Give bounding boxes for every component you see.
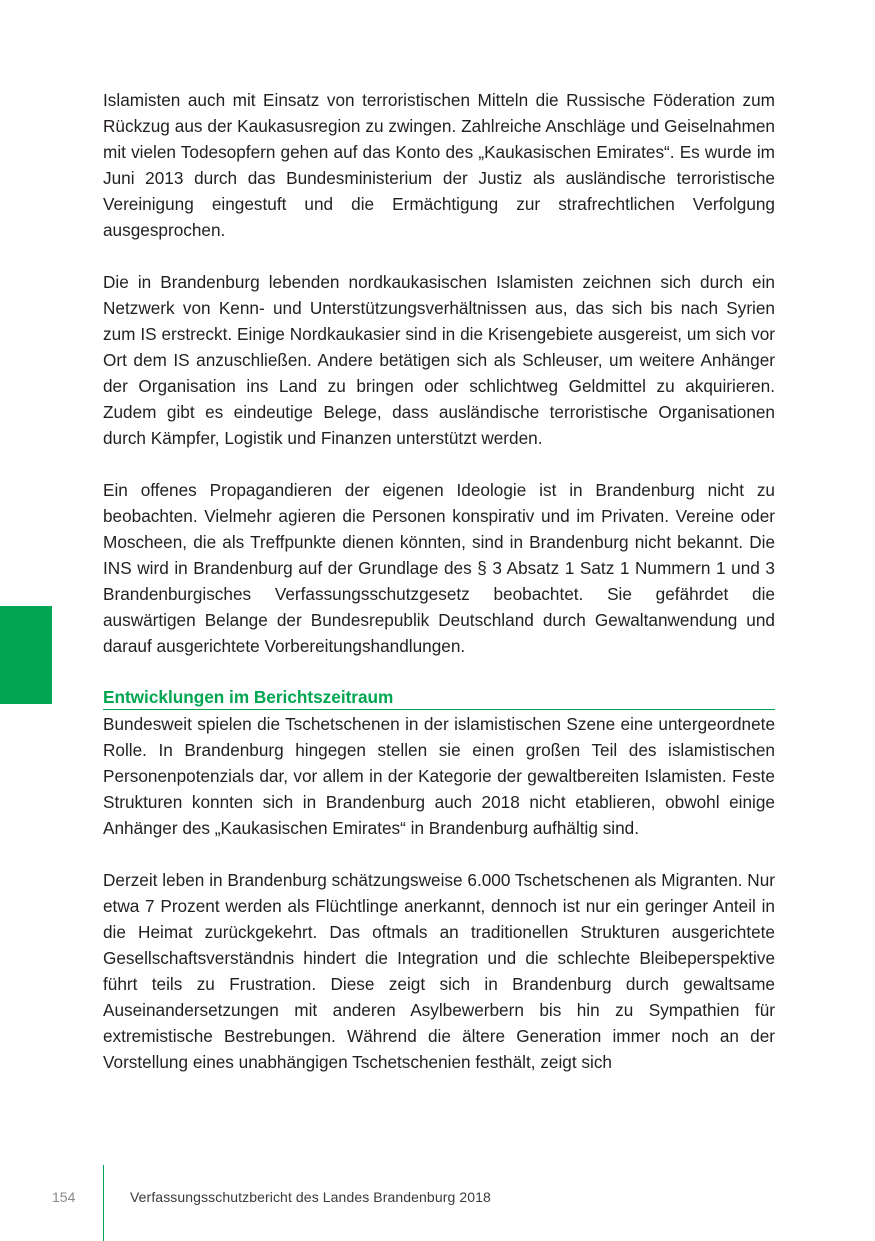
body-paragraph: Die in Brandenburg lebenden nordkaukasischen Islamisten zeichnen sich durch ein Netzwerk von Kenn- und Unterstützungsverhältnissen aus, das sich bis nach Syrien zum IS erstreckt. Einige Nordkaukasier sind in die Krisengebiete ausgereist, um sich vor Ort dem IS anzuschließen. Andere betätigen sich als Schleuser, um weitere Anhänger der Organisation ins Land zu bringen oder schlichtweg Geldmittel zu akquirieren. Zudem gibt es eindeutige Belege, dass ausländische terroristische Organisationen durch Kämpfer, Logistik und Finanzen unterstützt werden. [103,272,775,448]
body-paragraph: Bundesweit spielen die Tschetschenen in der islamistischen Szene eine untergeordnete Rolle. In Brandenburg hingegen stellen sie einen großen Teil des islamistischen Personenpotenzials dar, vor allem in der Kategorie der gewaltbereiten Islamisten. Feste Strukturen konnten sich in Brandenburg auch 2018 nicht etablieren, obwohl einige Anhänger des „Kaukasischen Emirates“ in Brandenburg aufhältig sind. [103,714,775,838]
page-number: 154 [52,1189,76,1205]
body-paragraph: Derzeit leben in Brandenburg schätzungsweise 6.000 Tschetschenen als Migranten. Nur etwa 7 Prozent werden als Flüchtlinge anerkannt, dennoch ist nur ein geringer Anteil in die Heimat zurückgekehrt. Das oftmals an traditionellen Strukturen ausgerichtete Gesellschaftsverständnis hindert die Integration und die schlechte Bleibeperspektive führt teils zu Frustration. Diese zeigt sich in Brandenburg durch gewaltsame Auseinandersetzungen mit anderen Asylbewerbern bis hin zu Sympathien für extremistische Bestrebungen. Während die ältere Generation immer noch an der Vorstellung eines unabhängigen Tschetschenien festhält, zeigt sich [103,870,775,1072]
section-heading: Entwicklungen im Berichtszeitraum [103,685,775,710]
chapter-marker-tab [0,606,52,704]
footer-divider [103,1165,104,1241]
body-paragraph: Islamisten auch mit Einsatz von terroristischen Mitteln die Russische Föderation zum Rückzug aus der Kaukasusregion zu zwingen. Zahlreiche Anschläge und Geiselnahmen mit vielen Todesopfern gehen auf das Konto des „Kaukasischen Emirates“. Es wurde im Juni 2013 durch das Bundesministerium der Justiz als ausländische terroristische Vereinigung eingestuft und die Ermächtigung zur strafrechtlichen Verfolgung ausgesprochen. [103,90,775,240]
page-body [103,87,775,1101]
body-paragraph: Ein offenes Propagandieren der eigenen Ideologie ist in Brandenburg nicht zu beobachten. Vielmehr agieren die Personen konspirativ und im Privaten. Vereine oder Moscheen, die als Treffpunkte dienen könnten, sind in Brandenburg nicht bekannt. Die INS wird in Brandenburg auf der Grundlage des § 3 Absatz 1 Satz 1 Nummern 1 und 3 Brandenburgisches Verfassungsschutzgesetz beobachtet. Sie gefährdet die auswärtigen Belange der Bundesrepublik Deutschland durch Gewaltanwendung und darauf ausgerichtete Vorbereitungshandlungen. [103,480,775,656]
footer-title: Verfassungsschutzbericht des Landes Brandenburg 2018 [130,1189,491,1205]
